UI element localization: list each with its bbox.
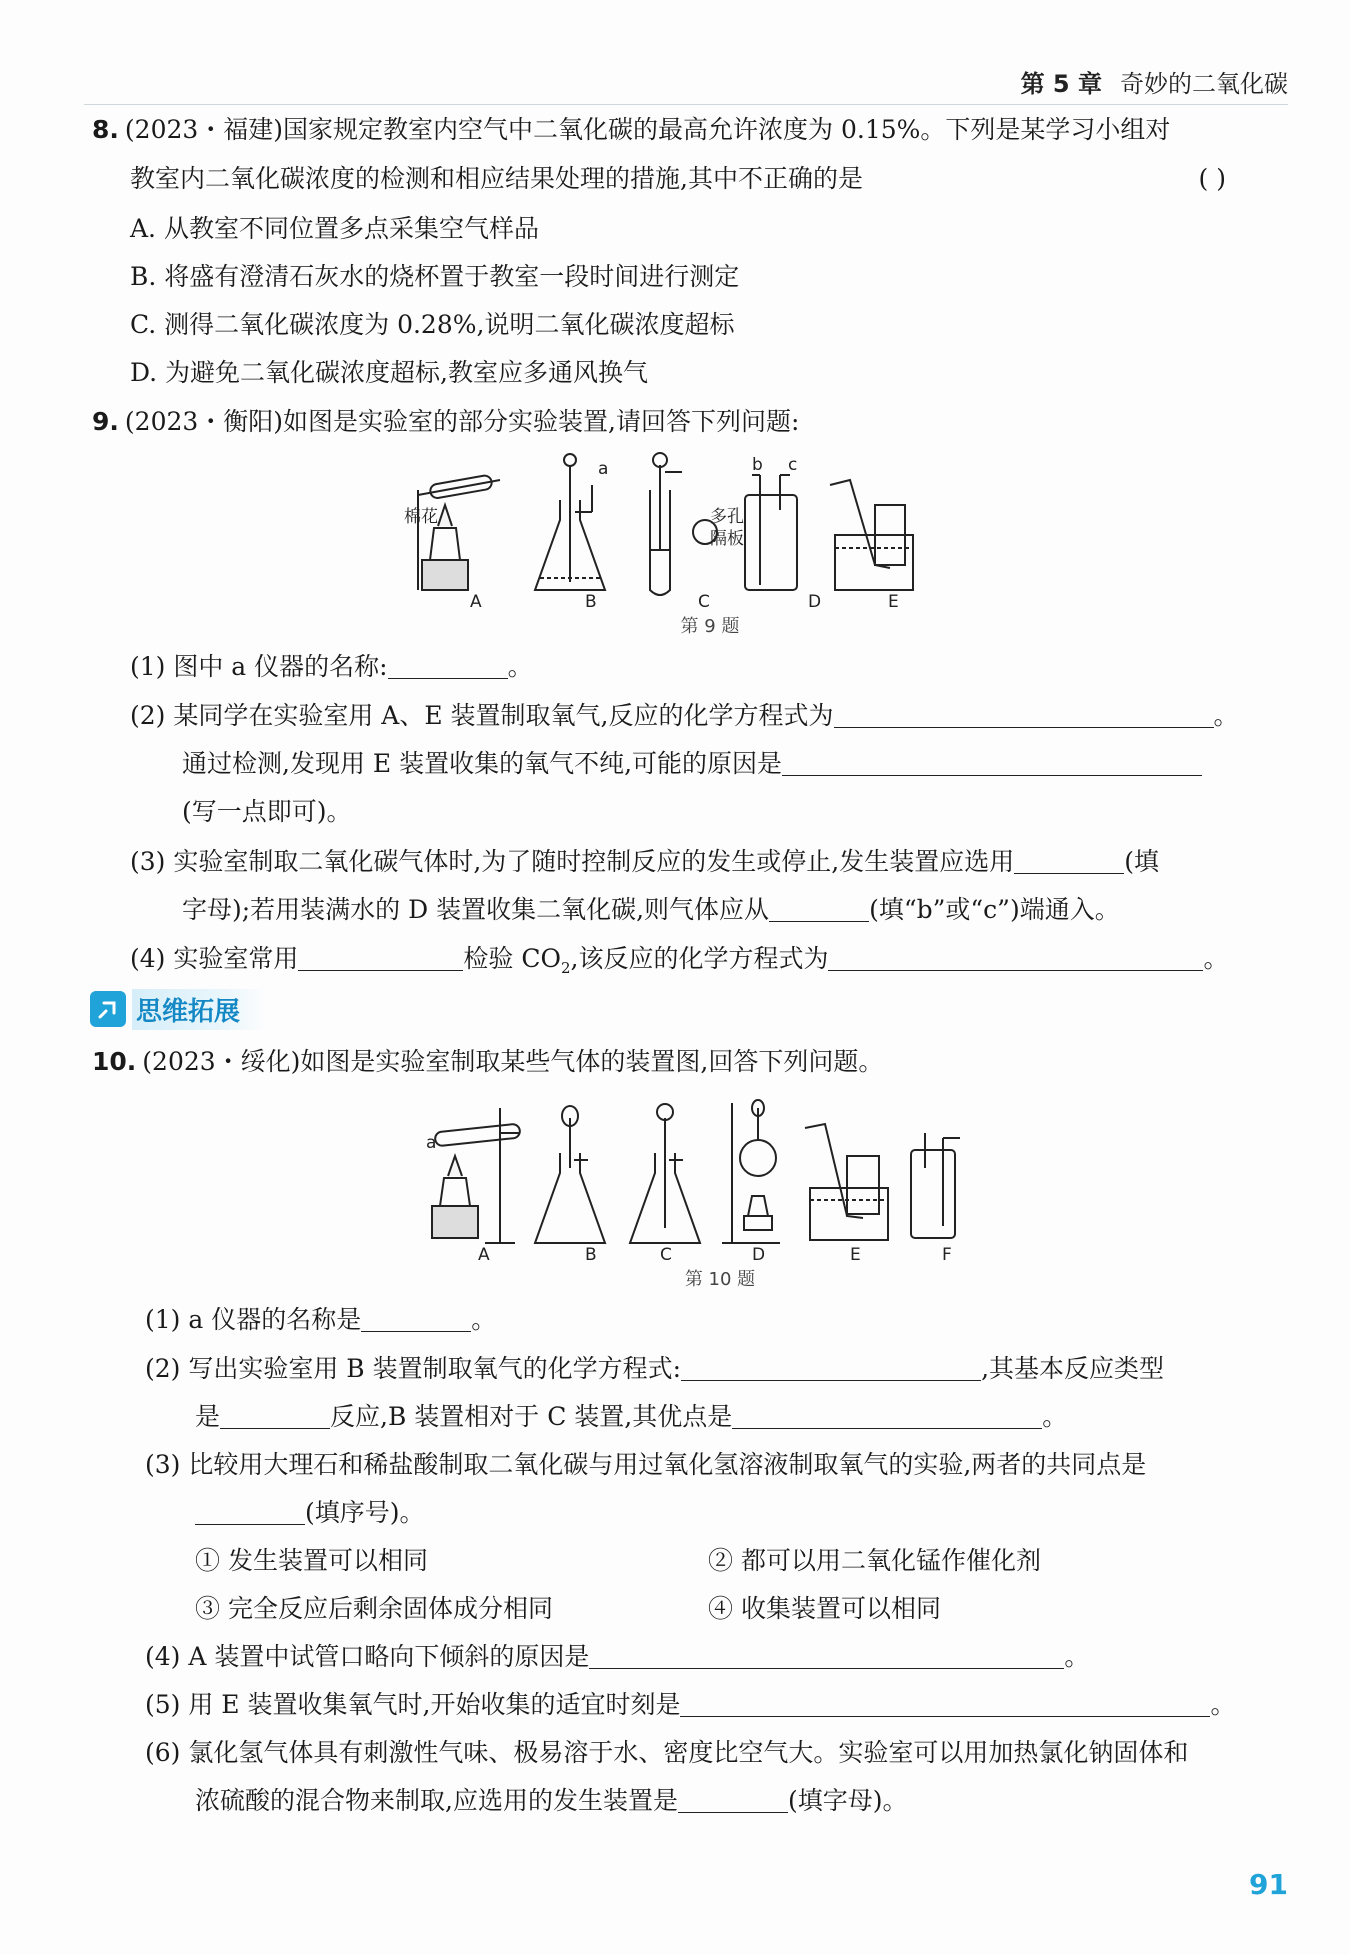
q9-label-b: b (752, 455, 763, 475)
q9-label-c: c (788, 455, 798, 475)
q9-part1-blank[interactable] (388, 652, 508, 679)
q10-choice-1: ① 发生装置可以相同 (195, 1546, 428, 1575)
q10-choice-3: ③ 完全反应后剩余固体成分相同 (195, 1594, 553, 1623)
q10-fig-label-d: D (752, 1245, 766, 1265)
q10-part6-line2 (195, 1785, 907, 1817)
q10-part2-text: (2) 写出实验室用 B 装置制取氧气的化学方程式: (145, 1354, 682, 1383)
q10-number: 10. (92, 1047, 137, 1076)
q10-part2-advantage-end: 。 (1042, 1402, 1068, 1431)
q10-part2-advantage-text: 反应,B 装置相对于 C 装置,其优点是 (330, 1402, 733, 1431)
q9-part2-reason-text: 通过检测,发现用 E 装置收集的氧气不纯,可能的原因是 (182, 749, 783, 778)
q8-line1 (92, 114, 1170, 146)
q10-line1 (92, 1046, 883, 1078)
q10-part2-blank-advantage[interactable] (732, 1402, 1042, 1429)
q10-part6-text: 浓硫酸的混合物来制取,应选用的发生装置是 (195, 1786, 678, 1815)
q10-part6-line1: (6) 氯化氢气体具有刺激性气味、极易溶于水、密度比空气大。实验室可以用加热氯化钠固体和 (145, 1738, 1189, 1767)
q8-stem-2: 教室内二氧化碳浓度的检测和相应结果处理的措施,其中不正确的是 (130, 164, 863, 193)
q10-stem: (2023・绥化)如图是实验室制取某些气体的装置图,回答下列问题。 (142, 1047, 884, 1076)
q9-part1 (130, 651, 533, 683)
q10-part1-end: 。 (471, 1305, 497, 1334)
q10-part4-text: (4) A 装置中试管口略向下倾斜的原因是 (145, 1642, 590, 1671)
q10-fig-label-f: F (942, 1245, 952, 1265)
q9-part2-line1 (130, 700, 1239, 732)
page-header (1021, 64, 1288, 99)
q9-part4-text1: (4) 实验室常用 (130, 944, 299, 973)
q10-part2-is: 是 (195, 1402, 221, 1431)
q10-fig-label-c: C (660, 1245, 672, 1265)
q9-part4-text3: ,该反应的化学方程式为 (570, 944, 829, 973)
q10-part2-line2 (195, 1401, 1067, 1433)
q10-part4 (145, 1641, 1089, 1673)
q9-part3-end: (填 (1124, 847, 1160, 876)
page-number: 91 (1249, 1868, 1288, 1901)
q9-part2-line2 (182, 748, 1202, 780)
q10-part1-text: (1) a 仪器的名称是 (145, 1305, 362, 1334)
chapter-number: 第 5 章 (1020, 70, 1102, 98)
q10-part5 (145, 1689, 1235, 1721)
q10-apparatus-d (722, 1100, 780, 1243)
q10-part3-line2 (195, 1497, 425, 1529)
q10-part6-blank[interactable] (678, 1786, 788, 1813)
q9-part4-subscript: 2 (560, 959, 571, 977)
q10-part1-blank[interactable] (361, 1305, 471, 1332)
q9-number: 9. (92, 407, 119, 436)
q9-apparatus-b (535, 454, 605, 590)
q10-label-a-instrument: a (426, 1133, 437, 1153)
q10-part4-end: 。 (1064, 1642, 1090, 1671)
q9-part3-blank-port[interactable] (769, 895, 869, 922)
q9-part3-blank-device[interactable] (1014, 847, 1124, 874)
q9-apparatus-e (830, 480, 913, 590)
q10-part2-line1 (145, 1353, 1164, 1385)
q9-label-cotton: 棉花 (404, 507, 438, 527)
q9-apparatus-a (418, 475, 500, 590)
q10-apparatus-c (630, 1104, 700, 1243)
q9-label-a: a (598, 459, 609, 479)
section-icon (90, 991, 126, 1027)
q10-part5-text: (5) 用 E 装置收集氧气时,开始收集的适宜时刻是 (145, 1690, 681, 1719)
q8-stem-1: (2023・福建)国家规定教室内空气中二氧化碳的最高允许浓度为 0.15%。下列是某学习小组对 (124, 115, 1171, 144)
q9-apparatus-d (745, 475, 797, 590)
q9-part2-end: 。 (1213, 701, 1239, 730)
q10-apparatus-f (911, 1133, 960, 1238)
q9-fig-label-a: A (470, 592, 482, 612)
q9-part4-text2: 检验 CO (463, 944, 561, 973)
q10-part3-blank[interactable] (195, 1498, 305, 1525)
q9-part3-port-end: (填“b”或“c”)端通入。 (869, 895, 1120, 924)
q9-apparatus-c (650, 453, 717, 595)
q10-figure-caption: 第 10 题 (684, 1269, 756, 1290)
q10-apparatus-e (805, 1124, 888, 1240)
q9-part4-end: 。 (1203, 944, 1229, 973)
q8-option-d: D. 为避免二氧化碳浓度超标,教室应多通风换气 (130, 358, 648, 387)
q9-part3-line1 (130, 846, 1159, 878)
q9-part1-end: 。 (507, 652, 533, 681)
q8-option-c: C. 测得二氧化碳浓度为 0.28%,说明二氧化碳浓度超标 (130, 310, 735, 339)
q9-fig-label-c: C (698, 592, 710, 612)
q9-part2-line3: (写一点即可)。 (182, 797, 352, 826)
q9-part2-text: (2) 某同学在实验室用 A、E 装置制取氧气,反应的化学方程式为 (130, 701, 834, 730)
q8-answer-bracket[interactable]: ( ) (1198, 164, 1226, 193)
q10-choice-2: ② 都可以用二氧化锰作催化剂 (708, 1546, 1041, 1575)
q9-stem: (2023・衡阳)如图是实验室的部分实验装置,请回答下列问题: (124, 407, 800, 436)
q9-fig-label-b: B (585, 592, 597, 612)
q10-fig-label-e: E (850, 1245, 861, 1265)
q9-part2-blank-reason[interactable] (782, 749, 1202, 776)
q10-part2-blank-equation[interactable] (681, 1354, 981, 1381)
header-divider (84, 104, 1288, 105)
q10-part1 (145, 1304, 496, 1336)
q10-choice-4: ④ 收集装置可以相同 (708, 1594, 941, 1623)
q9-part4 (130, 943, 1228, 984)
q10-part4-blank[interactable] (589, 1642, 1064, 1669)
q10-apparatus-figure (420, 1098, 1020, 1263)
q9-part3-text: (3) 实验室制取二氧化碳气体时,为了随时控制反应的发生或停止,发生装置应选用 (130, 847, 1015, 876)
q9-fig-label-e: E (888, 592, 899, 612)
q8-option-b: B. 将盛有澄清石灰水的烧杯置于教室一段时间进行测定 (130, 262, 740, 291)
q9-fig-label-d: D (808, 592, 822, 612)
q10-apparatus-a (432, 1108, 520, 1243)
q10-part2-end: ,其基本反应类型 (981, 1354, 1165, 1383)
q10-fig-label-a: A (478, 1245, 490, 1265)
q10-part3-end: (填序号)。 (305, 1498, 425, 1527)
q10-apparatus-b (535, 1106, 605, 1243)
q9-line1 (92, 406, 799, 438)
q10-part5-end: 。 (1210, 1690, 1236, 1719)
q9-part3-line2 (182, 894, 1120, 926)
section-heading (90, 989, 266, 1029)
q9-apparatus-figure (404, 450, 1010, 612)
q10-part2-blank-type[interactable] (220, 1402, 330, 1429)
q9-part4-blank-equation[interactable] (828, 944, 1203, 971)
q9-part1-text: (1) 图中 a 仪器的名称: (130, 652, 388, 681)
q8-number: 8. (92, 115, 119, 144)
chapter-title: 奇妙的二氧化碳 (1120, 70, 1288, 98)
q8-line2 (130, 163, 1288, 195)
q10-part3-line1: (3) 比较用大理石和稀盐酸制取二氧化碳与用过氧化氢溶液制取氧气的实验,两者的共同点是 (145, 1450, 1147, 1479)
q10-part6-end: (填字母)。 (787, 1786, 908, 1815)
q8-option-a: A. 从教室不同位置多点采集空气样品 (130, 214, 539, 243)
q9-figure-caption: 第 9 题 (680, 616, 740, 637)
q9-label-plate-2: 隔板 (710, 529, 744, 549)
q9-part4-blank-reagent[interactable] (298, 944, 463, 971)
q10-fig-label-b: B (585, 1245, 597, 1265)
q9-part2-blank-equation[interactable] (834, 701, 1214, 728)
q9-label-plate-1: 多孔 (710, 507, 744, 527)
q10-part5-blank[interactable] (680, 1690, 1210, 1717)
q9-part3-port-text: 字母);若用装满水的 D 装置收集二氧化碳,则气体应从 (182, 895, 770, 924)
section-title: 思维拓展 (132, 989, 266, 1030)
